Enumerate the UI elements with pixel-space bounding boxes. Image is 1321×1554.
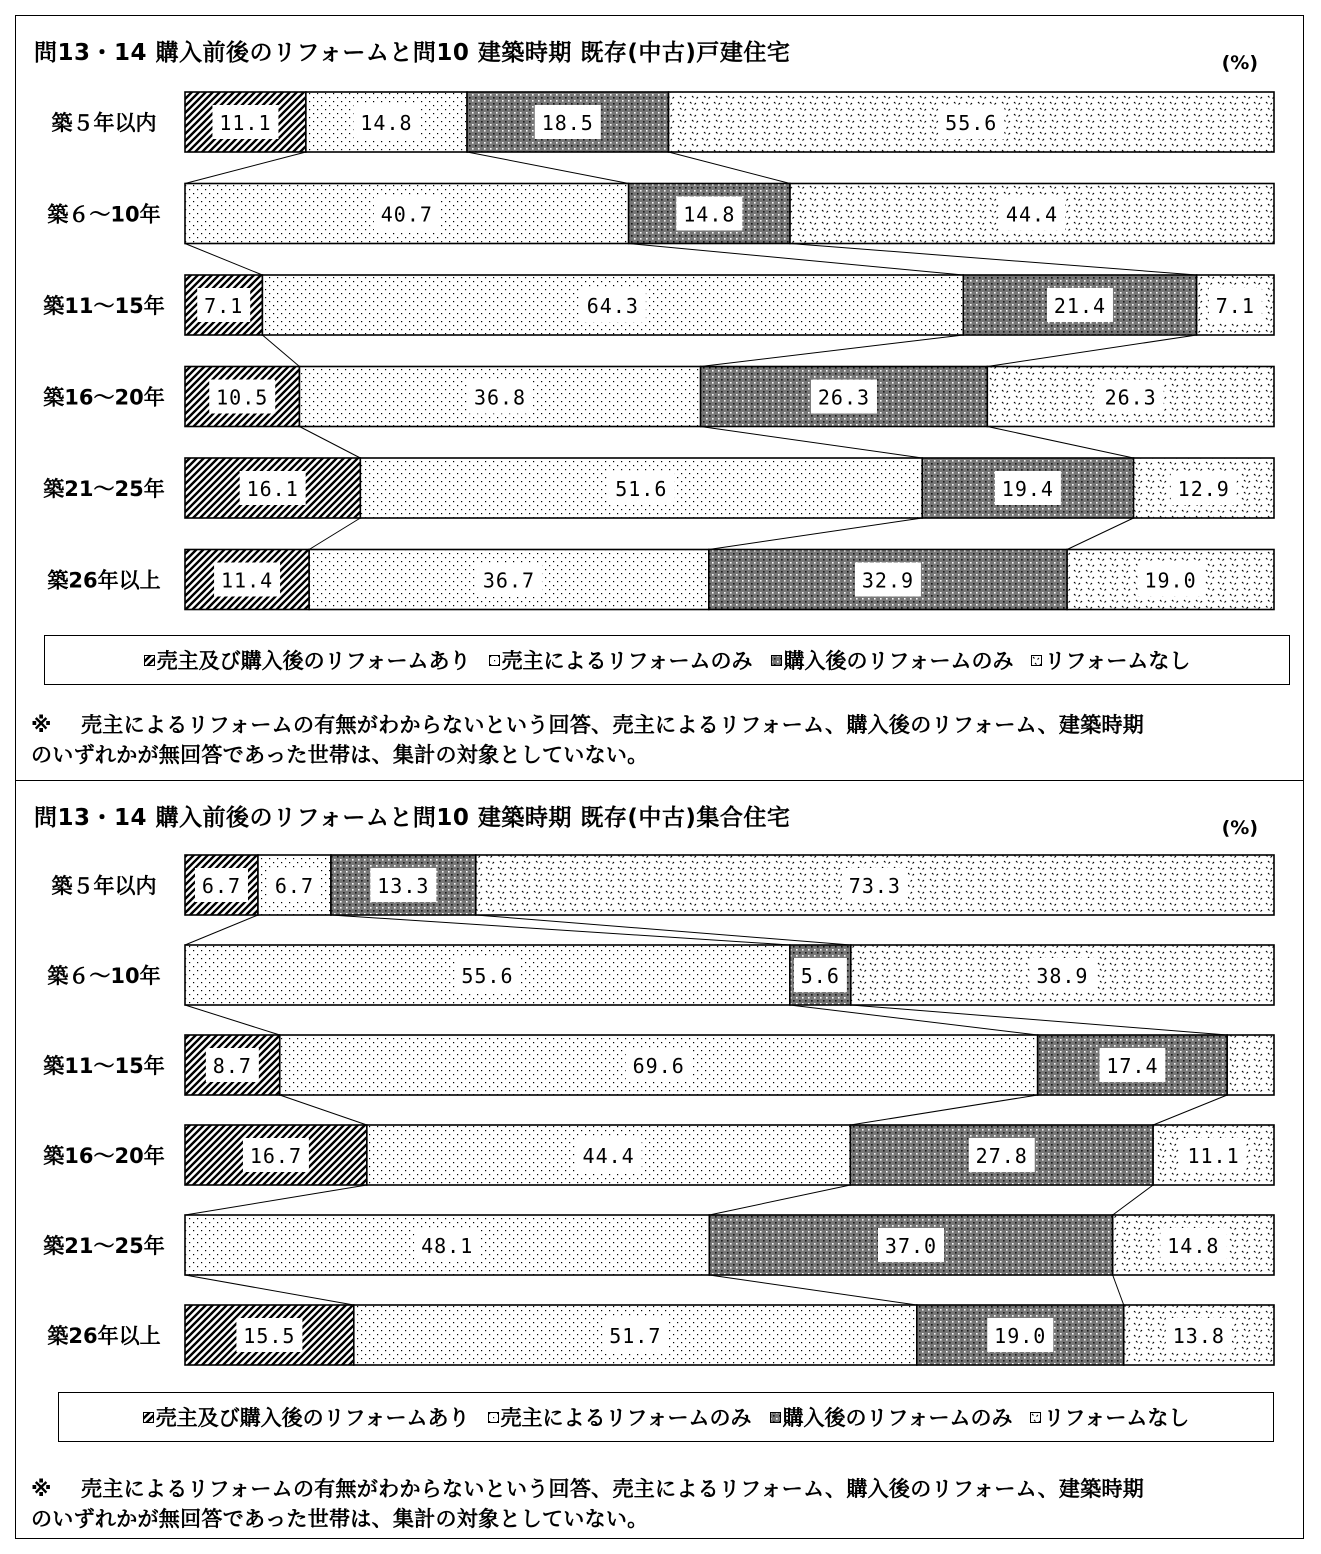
connector-line xyxy=(629,244,964,276)
connector-line xyxy=(987,427,1133,459)
data-label: 8.7 xyxy=(212,1054,252,1078)
stacked-bar-chart xyxy=(16,16,1305,696)
footnote xyxy=(31,1474,1144,1534)
data-label: 27.8 xyxy=(975,1144,1028,1168)
connector-line xyxy=(709,1185,850,1215)
category-label: 築５年以内 xyxy=(51,111,157,135)
data-label: 55.6 xyxy=(461,964,514,988)
data-label: 40.7 xyxy=(380,202,433,227)
data-label: 73.3 xyxy=(848,874,901,898)
data-label: 26.3 xyxy=(817,385,871,410)
connector-line xyxy=(185,915,258,945)
legend-item xyxy=(144,645,471,675)
data-label: 26.3 xyxy=(1104,385,1157,410)
legend-label: 売主及び購入後のリフォームあり xyxy=(156,649,471,673)
legend-label: 売主によるリフォームのみ xyxy=(501,649,753,673)
note-line: のいずれかが無回答であった世帯は、集計の対象としていない。 xyxy=(31,743,649,767)
data-label: 6.7 xyxy=(274,874,315,898)
connector-line xyxy=(476,915,851,945)
data-label: 7.1 xyxy=(204,294,244,318)
category-label: 築21～25年 xyxy=(43,477,165,501)
connector-line xyxy=(709,518,922,550)
legend-label: 売主及び購入後のリフォームあり xyxy=(155,1406,470,1430)
data-label: 16.1 xyxy=(246,477,299,501)
data-label: 18.5 xyxy=(541,111,594,135)
connector-line xyxy=(1113,1275,1124,1305)
data-label: 19.4 xyxy=(1001,477,1054,501)
legend-swatch-seller xyxy=(489,655,500,666)
category-label: 築５年以内 xyxy=(51,874,157,898)
legend-swatch-both xyxy=(144,655,155,666)
connector-line xyxy=(701,335,964,367)
data-label: 11.1 xyxy=(1187,1144,1240,1168)
data-label: 12.9 xyxy=(1177,477,1230,501)
connector-line xyxy=(709,1275,916,1305)
data-label: 36.7 xyxy=(482,568,536,593)
legend-item xyxy=(488,1402,752,1432)
data-label: 6.7 xyxy=(201,874,242,898)
category-label: 築６～10年 xyxy=(47,202,161,227)
legend-item xyxy=(489,645,753,675)
legend-swatch-buyer xyxy=(770,1412,781,1423)
legend-label: 購入後のリフォームのみ xyxy=(782,1406,1013,1430)
data-label: 55.6 xyxy=(945,111,998,135)
data-label: 64.3 xyxy=(586,294,639,318)
legend-item xyxy=(771,645,1014,675)
data-label: 37.0 xyxy=(884,1234,938,1258)
data-label: 13.8 xyxy=(1172,1324,1225,1348)
legend-item xyxy=(143,1402,470,1432)
data-label: 51.7 xyxy=(609,1324,662,1348)
legend-item xyxy=(1030,1402,1189,1432)
data-label: 44.4 xyxy=(582,1144,635,1168)
chart-legend xyxy=(58,1392,1274,1442)
data-label: 19.0 xyxy=(1144,568,1197,593)
data-label: 14.8 xyxy=(1167,1234,1220,1258)
legend-swatch-both xyxy=(143,1412,154,1423)
footnote xyxy=(31,710,1144,770)
data-label: 21.4 xyxy=(1053,294,1107,318)
connector-line xyxy=(280,1095,367,1125)
data-label: 5.6 xyxy=(800,964,840,988)
data-label: 10.5 xyxy=(216,385,269,410)
data-label: 44.4 xyxy=(1005,202,1059,227)
connector-line xyxy=(185,152,306,184)
data-label: 16.7 xyxy=(249,1144,303,1168)
connector-line xyxy=(701,427,923,459)
legend-label: 購入後のリフォームのみ xyxy=(783,649,1014,673)
data-label: 38.9 xyxy=(1036,964,1089,988)
stacked-bar-chart xyxy=(16,781,1305,1461)
data-label: 14.8 xyxy=(683,202,736,227)
note-line: のいずれかが無回答であった世帯は、集計の対象としていない。 xyxy=(31,1507,649,1531)
category-label: 築21～25年 xyxy=(43,1234,165,1258)
legend-label: 売主によるリフォームのみ xyxy=(500,1406,752,1430)
connector-line xyxy=(850,1095,1037,1125)
data-label: 11.4 xyxy=(220,568,274,593)
note-line: 売主によるリフォームの有無がわからないという回答、売主によるリフォーム、購入後のリフォーム、建築時期 xyxy=(81,713,1145,737)
data-label: 69.6 xyxy=(632,1054,685,1078)
connector-line xyxy=(987,335,1196,367)
data-label: 11.1 xyxy=(219,111,272,135)
connector-line xyxy=(299,427,360,459)
data-label: 15.5 xyxy=(243,1324,296,1348)
note-mark: ※ xyxy=(31,1477,52,1501)
connector-line xyxy=(185,244,262,276)
connector-line xyxy=(851,1005,1227,1035)
data-label: 48.1 xyxy=(421,1234,474,1258)
connector-line xyxy=(331,915,790,945)
chart-title: 問13・14 購入前後のリフォームと問10 建築時期 既存(中古)戸建住宅 xyxy=(34,40,791,66)
chart-panel-apartment xyxy=(15,780,1304,1539)
bar-segment-none xyxy=(1227,1035,1274,1095)
connector-line xyxy=(669,152,790,184)
legend-swatch-none xyxy=(1030,1412,1041,1423)
connector-line xyxy=(185,1005,280,1035)
connector-line xyxy=(1113,1185,1153,1215)
category-label: 築11～15年 xyxy=(43,294,165,318)
chart-title: 問13・14 購入前後のリフォームと問10 建築時期 既存(中古)集合住宅 xyxy=(34,805,791,831)
chart-panel-detached xyxy=(15,15,1304,781)
connector-line xyxy=(262,335,299,367)
unit-label: (%) xyxy=(1221,817,1258,839)
legend-label: リフォームなし xyxy=(1044,649,1191,673)
legend-item xyxy=(770,1402,1013,1432)
data-label: 7.1 xyxy=(1215,294,1255,318)
connector-line xyxy=(790,1005,1038,1035)
connector-line xyxy=(467,152,629,184)
data-label: 51.6 xyxy=(615,477,668,501)
category-label: 築11～15年 xyxy=(43,1054,165,1078)
connector-line xyxy=(1067,518,1133,550)
legend-swatch-seller xyxy=(488,1412,499,1423)
chart-legend xyxy=(44,635,1290,685)
category-label: 築16～20年 xyxy=(43,1144,165,1168)
category-label: 築26年以上 xyxy=(47,568,161,593)
legend-item xyxy=(1031,645,1190,675)
category-label: 築16～20年 xyxy=(43,385,165,410)
category-label: 築26年以上 xyxy=(47,1324,161,1348)
data-label: 19.0 xyxy=(994,1324,1047,1348)
category-label: 築６～10年 xyxy=(47,964,161,988)
data-label: 17.4 xyxy=(1106,1054,1159,1078)
data-label: 36.8 xyxy=(473,385,527,410)
legend-label: リフォームなし xyxy=(1043,1406,1190,1430)
data-label: 14.8 xyxy=(360,111,413,135)
unit-label: (%) xyxy=(1221,52,1258,74)
legend-swatch-buyer xyxy=(771,655,782,666)
note-mark: ※ xyxy=(31,713,52,737)
connector-line xyxy=(790,244,1197,276)
note-line: 売主によるリフォームの有無がわからないという回答、売主によるリフォーム、購入後のリフォーム、建築時期 xyxy=(81,1477,1145,1501)
connector-line xyxy=(185,1185,367,1215)
legend-swatch-none xyxy=(1031,655,1042,666)
data-label: 13.3 xyxy=(377,874,430,898)
connector-line xyxy=(185,1275,354,1305)
data-label: 32.9 xyxy=(861,568,915,593)
connector-line xyxy=(1153,1095,1227,1125)
connector-line xyxy=(309,518,360,550)
